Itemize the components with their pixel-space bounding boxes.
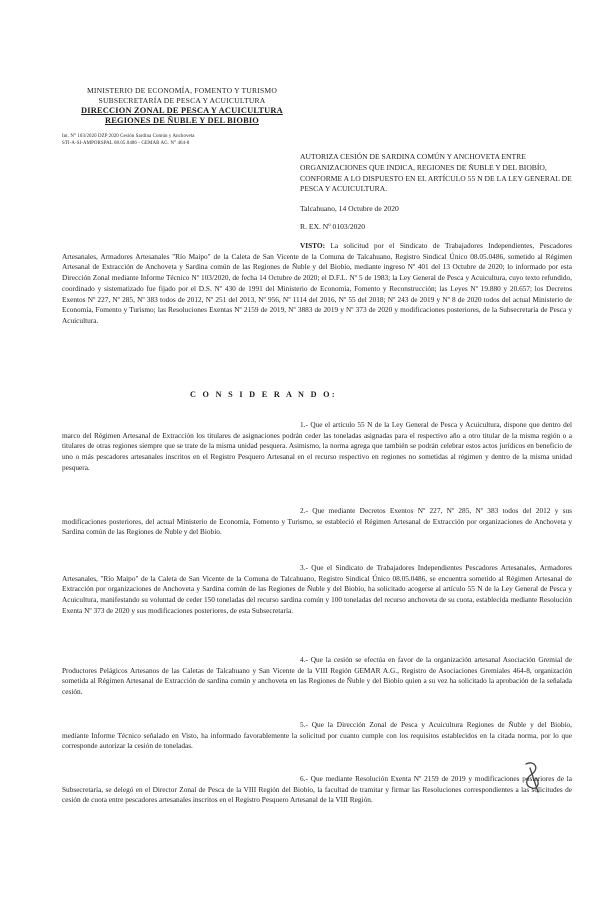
initials-signature xyxy=(520,758,544,798)
place-date: Talcahuano, 14 Octubre de 2020 xyxy=(300,204,399,213)
considerando-heading: C O N S I D E R A N D O: xyxy=(190,390,337,399)
subsecretariat-line: SUBSECRETARÍA DE PESCA Y ACUICULTURA xyxy=(98,96,266,105)
visto-text: La solicitud por el Sindicato de Trabajadores Independientes, Pescadores Artesanales, Armadores Artesanales "Río Maipo" de la Caleta de San Vicente de la Comuna de Talcahuano, Registro Sindical Único 08.05.0486, sometido al Régimen Artesanal de Extracción de Anchoveta y Sardina común de las Regiones de Ñuble y del Biobío, mediante ingreso Nº 401 del 13 Octubre de 2020; lo informado por esta Dirección Zonal mediante Informe Técnico Nº 103/2020, de fecha 14 Octubre de 2020; el D.F.L. Nº 5 de 1983; la Ley General de Pesca y Acuicultura, cuyo texto refundido, coordinado y sistematizado fue fijado por el D.S. Nº 430 de 1991 del Ministerio de Economía, Fomento y Reconstrucción; las Leyes Nº 19.880 y 20.657; los Decretos Exentos Nº 227, Nº 285, Nº 383 todos de 2012, Nº 251 del 2013, Nº 956, Nº 1114 del 2016, Nº 55 del 2018; Nº 243 de 2019 y Nº 8 de 2020 todos del actual Ministerio de Economía, Fomento y Turismo; las Resoluciones Exentas Nº 2159 de 2019, Nº 3883 de 2019 y Nº 373 de 2020 y modificaciones posteriores, de la Subsecretaría de Pesca y Acuicultura. xyxy=(62,241,572,325)
resolution-subject: AUTORIZA CESIÓN DE SARDINA COMÚN Y ANCHOVETA ENTRE ORGANIZACIONES QUE INDICA, REGIONES DE ÑUBLE Y DEL BIOBÍO, CONFORME A LO DISPUESTO EN EL ARTÍCULO 55 N DE LA LEY GENERAL DE PESCA Y ACUICULTURA. xyxy=(300,152,572,194)
reference-line-2: STI-A-SI-AMPORSPAL 08.05.0486 - GEMAR AG. N° 464-8 xyxy=(62,141,190,146)
considerando-paragraph-1: 1.- Que el artículo 55 N de la Ley General de Pesca y Acuicultura, dispone que dentro del marco del Régimen Artesanal de Extracción los titulares de asignaciones podrán ceder las toneladas asignadas para el respectivo año a otro titular de la misma región o a titulares de otras regiones siempre que se trate de la misma unidad pesquera. Asimismo, la norma agrega que también se podrán celebrar estos actos jurídicos en beneficio de uno o más pescadores artesanales inscritos en el Registro Pesquero Artesanal en el recurso respectivo en regiones no sometidas al régimen y dentro de la misma unidad pesquera. xyxy=(62,420,572,472)
considerando-paragraph-6: 6.- Que mediante Resolución Exenta Nº 2159 de 2019 y modificaciones posteriores de la Subsecretaría, se delegó en el Director Zonal de Pesca de la VIII Región del Biobío, la facultad de tramitar y firmar las Resoluciones correspondientes a las solicitudes de cesión de cuota entre pescadores artesanales inscritos en el Registro Pesquero Artesanal de la VIII Región. xyxy=(62,774,572,805)
regions-line: REGIONES DE ÑUBLE Y DEL BIOBIO xyxy=(104,116,260,125)
visto-paragraph xyxy=(62,241,572,327)
reference-block xyxy=(62,133,302,147)
visto-label: VISTO: xyxy=(300,241,326,250)
zonal-directorate-line: DIRECCION ZONAL DE PESCA Y ACUICULTURA xyxy=(81,106,283,115)
resolution-number: R. EX. Nº 0103/2020 xyxy=(300,222,366,231)
letterhead xyxy=(62,86,302,126)
considerando-paragraph-3: 3.- Que el Sindicato de Trabajadores Independientes Pescadores Artesanales, Armadores Artesanales, "Río Maipo" de la Caleta de San Vicente de la Comuna de Talcahuano, Registro Sindical Único 08.05.0486, se encuentra sometido al Régimen Artesanal de Extracción por organizaciones de Anchoveta y Sardina común de las Regiones de Ñuble y del Biobío, ha solicitado acogerse al artículo 55 N de la Ley General de Pesca y Acuicultura, manifestando su voluntad de ceder 150 toneladas del recurso sardina común y 100 toneladas del recurso anchoveta de su cuota, establecida mediante Resolución Exenta Nº 373 de 2020 y sus modificaciones posteriores, de esta Subsecretaría. xyxy=(62,563,572,615)
considerando-paragraph-5: 5.- Que la Dirección Zonal de Pesca y Acuicultura Regiones de Ñuble y del Biobío, mediante Informe Técnico señalado en Visto, ha informado favorablemente la solicitud por cuanto cumple con los requisitos establecidos en la citada norma, por lo que corresponde autorizar la cesión de toneladas. xyxy=(62,720,572,751)
considerando-paragraph-4: 4.- Que la cesión se efectúa en favor de la organización artesanal Asociación Gremial de Productores Pelágicos Artesanos de las Caletas de Talcahuano y San Vicente de la VIII Región GEMAR A.G., Registro de Asociaciones Gremiales 464-8, organización sometida al Régimen Artesanal de Extracción de sardina común y anchoveta en las Regiones de Ñuble y del Biobío quien a su vez ha solicitado la aprobación de la señalada cesión. xyxy=(62,655,572,697)
considerando-paragraph-2: 2.- Que mediante Decretos Exentos Nº 227, Nº 285, Nº 383 todos del 2012 y sus modificaciones posteriores, del actual Ministerio de Economía, Fomento y Turismo, se estableció el Régimen Artesanal de Extracción por organizaciones de Anchoveta y Sardina común de las Regiones de Ñuble y del Biobío. xyxy=(62,506,572,537)
ministry-line: MINISTERIO DE ECONOMÍA, FOMENTO Y TURISMO xyxy=(86,86,278,95)
reference-line-1: Int. N° 103/2020 DZP 2020 Cesión Sardina Común y Anchoveta xyxy=(62,134,195,139)
